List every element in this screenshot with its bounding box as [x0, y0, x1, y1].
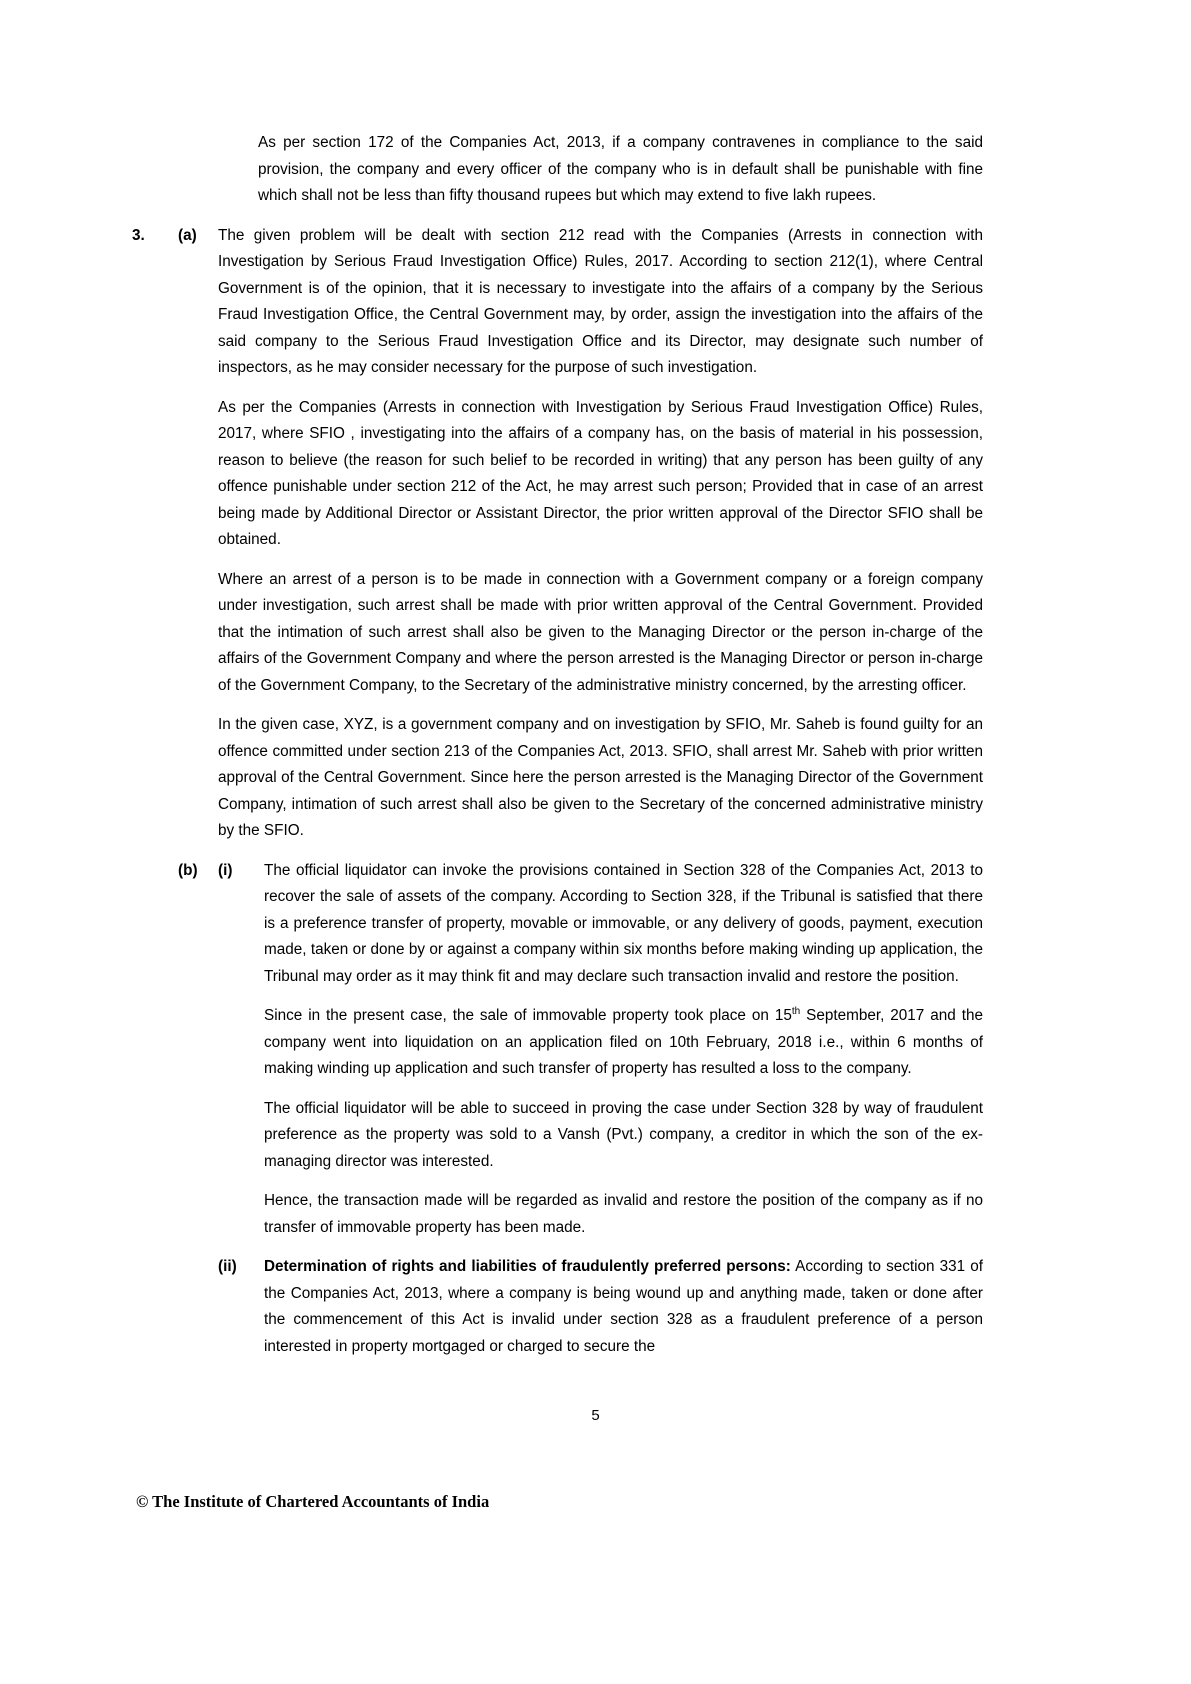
page-content [132, 130, 983, 1360]
part-b-ii-paragraph [264, 1254, 983, 1360]
question-number: 3. [132, 226, 145, 244]
part-a-paragraph-1: The given problem will be dealt with section 212 read with the Companies (Arrests in connection with Investigation by Serious Fraud Investigation Office) Rules, 2017. According to section 212(1), where Central Government is of the opinion, that it is necessary to investigate into the affairs of a company by the Serious Fraud Investigation Office, the Central Government may, by order, assign the investigation into the affairs of the said company to the Serious Fraud Investigation Office and its Director, may designate such number of inspectors, as he may consider necessary for the purpose of such investigation. [218, 226, 983, 376]
part-b-i-p2-before: Since in the present case, the sale of immovable property took place on 15 [264, 1007, 792, 1024]
part-b-i-paragraph-1: The official liquidator can invoke the provisions contained in Section 328 of the Companies Act, 2013 to recover the sale of assets of the company. According to Section 328, if the Tribunal is satisfied that there is a preference transfer of property, movable or immovable, or any delivery of goods, payment, execution made, taken or done by or against a company within six months before making winding up application, the Tribunal may order as it may think fit and may declare such transaction invalid and restore the position. [264, 861, 983, 985]
part-b-label: (b) [178, 861, 198, 879]
part-a-label: (a) [178, 226, 197, 244]
part-b-i-text [264, 858, 983, 1242]
part-b-i-paragraph-2 [264, 1003, 983, 1083]
part-b-ii-text [264, 1254, 983, 1360]
part-a-text [218, 223, 983, 845]
intro-paragraph-block [258, 130, 983, 210]
part-a-paragraph-2: As per the Companies (Arrests in connection with Investigation by Serious Fraud Investigation Office) Rules, 2017, where SFIO , investigating into the affairs of a company has, on the basis of material in his possession, reason to believe (the reason for such belief to be recorded in writing) that any person has been guilty of any offence punishable under section 212 of the Act, he may arrest such person; Provided that in case of an arrest being made by Additional Director or Assistant Director, the prior written approval of the Director SFIO shall be obtained. [218, 398, 983, 548]
question-3-part-b [178, 858, 983, 1242]
part-b-ii-heading: Determination of rights and liabilities of fraudulently preferred persons: [264, 1258, 791, 1275]
part-b-ii-body: According to section 331 of the Companies Act, 2013, where a company is being wound up and anything made, taken or done after the commencement of this Act is invalid under section 328 as a fraudulent preference of a person interested in property mortgaged or charged to secure the [264, 1258, 983, 1355]
question-3-part-b-ii [218, 1254, 983, 1360]
page-number: 5 [591, 1407, 600, 1424]
part-b-i-paragraph-4: Hence, the transaction made will be regarded as invalid and restore the position of the company as if no transfer of immovable property has been made. [264, 1192, 983, 1236]
part-a-paragraph-3: Where an arrest of a person is to be made in connection with a Government company or a foreign company under investigation, such arrest shall be made with prior written approval of the Central Government. Provided that the intimation of such arrest shall also be given to the Managing Director or the person in-charge of the affairs of the Government Company and where the person arrested is the Managing Director or person in-charge of the Government Company, to the Secretary of the administrative ministry concerned, by the arresting officer. [218, 570, 983, 694]
intro-paragraph: As per section 172 of the Companies Act, 2013, if a company contravenes in compliance to the said provision, the company and every officer of the company who is in default shall be punishable with fine which shall not be less than fifty thousand rupees but which may extend to five lakh rupees. [258, 134, 983, 204]
question-3-part-a [132, 223, 983, 845]
part-b-i-p2-after: September, 2017 and the company went into liquidation on an application filed on 10th February, 2018 i.e., within 6 months of making winding up application and such transfer of property has resulted a loss to the company. [264, 1007, 983, 1077]
part-b-i-label: (i) [218, 861, 233, 879]
part-a-paragraph-4: In the given case, XYZ, is a government company and on investigation by SFIO, Mr. Saheb is found guilty for an offence committed under section 213 of the Companies Act, 2013. SFIO, shall arrest Mr. Saheb with prior written approval of the Central Government. Since here the person arrested is the Managing Director of the Government Company, intimation of such arrest shall also be given to the Secretary of the concerned administrative ministry by the SFIO. [218, 716, 983, 839]
footer-copyright: © The Institute of Chartered Accountants of India [136, 1492, 490, 1511]
ordinal-suffix: th [791, 1005, 801, 1017]
part-b-i-paragraph-3: The official liquidator will be able to succeed in proving the case under Section 328 by way of fraudulent preference as the property was sold to a Vansh (Pvt.) company, a creditor in which the son of the ex-managing director was interested. [264, 1099, 983, 1170]
part-b-ii-label: (ii) [218, 1258, 237, 1275]
